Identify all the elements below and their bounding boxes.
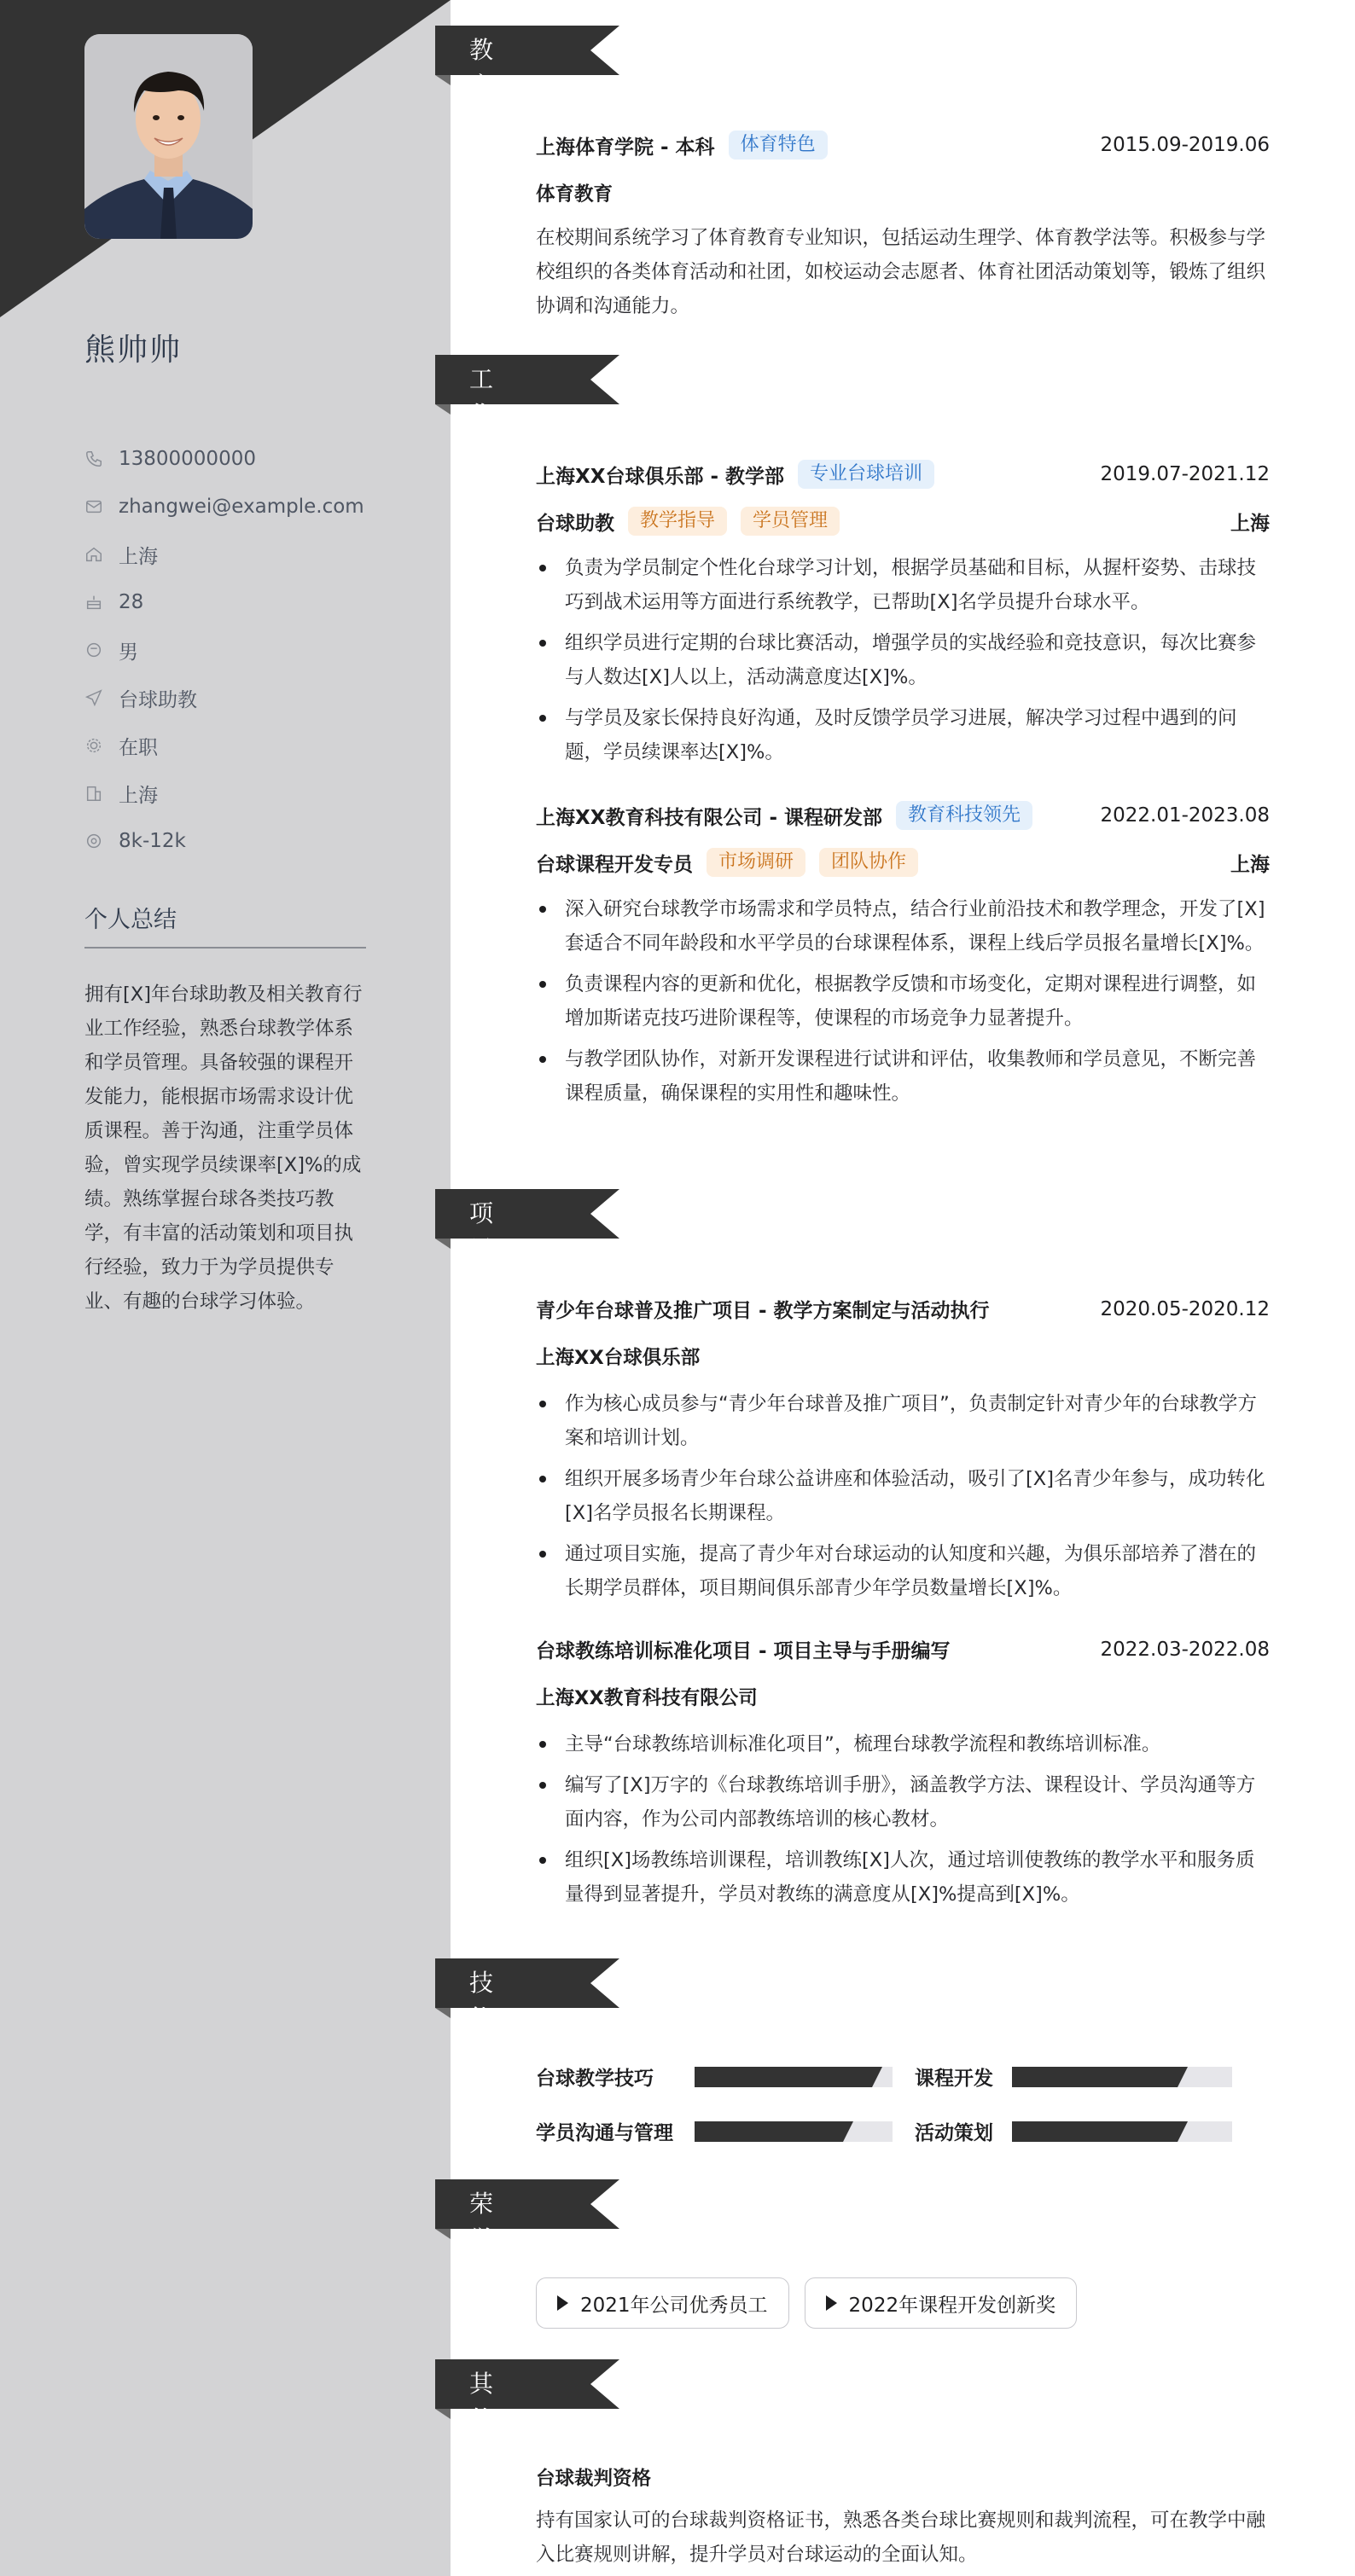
skill-bar-fill [695, 2121, 843, 2142]
list-item: 作为核心成员参与“青少年台球普及推广项目”，负责制定针对青少年的台球教学方案和培训计划。 [536, 1387, 1270, 1455]
work-role: 台球课程开发专员 [536, 853, 693, 876]
award-item [536, 2277, 789, 2329]
profile-name: 熊帅帅 [84, 333, 183, 368]
project-entry-header [536, 1635, 1270, 1663]
list-item: 负责课程内容的更新和优化，根据教学反馈和市场变化，定期对课程进行调整，如增加斯诺克技巧进阶课程等，使课程的市场竞争力显著提升。 [536, 967, 1270, 1036]
info-status [84, 722, 364, 769]
work-role-tag: 学员管理 [741, 507, 840, 536]
coin-icon [84, 832, 103, 850]
skill-bar [695, 2067, 893, 2087]
education-description: 在校期间系统学习了体育教育专业知识，包括运动生理学、体育教学法等。积极参与学校组织的各类体育活动和社团，如校运动会志愿者、体育社团活动策划等，锻炼了组织协调和沟通能力。 [536, 227, 1266, 317]
education-tag: 体育特色 [729, 131, 828, 160]
work-role-tag: 团队协作 [819, 848, 918, 877]
section-title: 教育经历 [469, 36, 496, 171]
work-role-tag: 教学指导 [628, 507, 727, 536]
list-item: 组织学员进行定期的台球比赛活动，增强学员的实战经验和竞技意识，每次比赛参与人数达[X]人以上，活动满意度达[X]%。 [536, 626, 1270, 694]
section-title: 其他信息 [469, 2370, 496, 2505]
project-date: 2020.05-2020.12 [1100, 1297, 1270, 1320]
section-title: 技能专长 [469, 1969, 496, 2104]
info-phone [84, 435, 364, 483]
ribbon-shape [435, 2179, 619, 2239]
list-item: 编写了[X]万字的《台球教练培训手册》，涵盖教学方法、课程设计、学员沟通等方面内容，作为公司内部教练培训的核心教材。 [536, 1768, 1270, 1836]
play-triangle-icon [826, 2295, 837, 2311]
education-school: 上海体育学院 - 本科 [536, 136, 715, 159]
skill-name: 活动策划 [915, 2122, 993, 2144]
list-item: 组织[X]场教练培训课程，培训教练[X]人次，通过培训使教练的教学水平和服务质量得到显著提升，学员对教练的满意度从[X]%提高到[X]%。 [536, 1843, 1270, 1912]
list-item: 与教学团队协作，对新开发课程进行试讲和评估，收集教师和学员意见，不断完善课程质量，确保课程的实用性和趣味性。 [536, 1042, 1270, 1111]
ribbon-shape [435, 355, 619, 415]
home-icon [84, 545, 103, 564]
ribbon-shape [435, 26, 619, 85]
avatar [84, 34, 253, 239]
award-label: 2022年课程开发创新奖 [848, 2294, 1056, 2317]
sidebar [0, 0, 451, 2576]
other-description: 持有国家认可的台球裁判资格证书，熟悉各类台球比赛规则和裁判流程，可在教学中融入比赛规则讲解，提升学员对台球运动的全面认知。 [536, 2509, 1266, 2566]
awards-list [536, 2277, 1092, 2329]
skill-item [915, 2117, 1232, 2145]
education-entry-header [536, 131, 1270, 160]
work-entry-header [536, 460, 1270, 489]
work-role-row [536, 507, 1270, 536]
skill-item [915, 2063, 1232, 2091]
list-item: 与学员及家长保持良好沟通，及时反馈学员学习进展，解决学习过程中遇到的问题，学员续课率达[X]%。 [536, 701, 1270, 769]
info-email [84, 483, 364, 531]
list-item: 通过项目实施，提高了青少年对台球运动的认知度和兴趣，为俱乐部培养了潜在的长期学员群体，项目期间俱乐部青少年学员数量增长[X]%。 [536, 1537, 1270, 1605]
work-entry-header [536, 801, 1270, 830]
work-company: 上海XX教育科技有限公司 - 课程研发部 [536, 806, 883, 829]
work-date: 2019.07-2021.12 [1100, 463, 1270, 485]
work-city: 上海 [1230, 853, 1270, 876]
project-entry-header [536, 1295, 1270, 1323]
summary-text: 拥有[X]年台球助教及相关教育行业工作经验，熟悉台球教学体系和学员管理。具备较强的课程开发能力，能根据市场需求设计优质课程。善于沟通，注重学员体验，曾实现学员续课率[X]%的成绩。熟练掌握台球各类技巧教学，有丰富的活动策划和项目执行经验，致力于为学员提供专业、有趣的台球学习体验。 [84, 983, 363, 1313]
work-bullets [536, 892, 1270, 1117]
info-location-text: 上海 [119, 545, 158, 568]
phone-icon [84, 450, 103, 468]
award-label: 2021年公司优秀员工 [580, 2294, 768, 2317]
info-age [84, 578, 364, 626]
project-date: 2022.03-2022.08 [1100, 1638, 1270, 1661]
skill-bar-fill [1012, 2067, 1178, 2087]
ribbon-shape [435, 2359, 619, 2419]
gender-icon [84, 641, 103, 659]
project-title: 台球教练培训标准化项目 - 项目主导与手册编写 [536, 1640, 951, 1662]
skill-bar [1012, 2067, 1232, 2087]
work-tag: 专业台球培训 [798, 460, 934, 489]
education-major: 体育教育 [536, 183, 614, 206]
info-status-text: 在职 [119, 736, 158, 759]
list-item: 组织开展多场青少年台球公益讲座和体验活动，吸引了[X]名青少年参与，成功转化[X]名学员报名长期课程。 [536, 1462, 1270, 1530]
list-item: 深入研究台球教学市场需求和学员特点，结合行业前沿技术和教学理念，开发了[X]套适合不同年龄段和水平学员的台球课程体系，课程上线后学员报名量增长[X]%。 [536, 892, 1270, 960]
section-title: 工作经历 [469, 365, 496, 501]
work-tag: 教育科技领先 [896, 801, 1032, 830]
work-role-tag: 市场调研 [707, 848, 805, 877]
skill-name: 学员沟通与管理 [536, 2122, 673, 2144]
play-triangle-icon [557, 2295, 568, 2311]
other-title: 台球裁判资格 [536, 2468, 652, 2490]
info-city [84, 769, 364, 817]
send-icon [84, 688, 103, 707]
section-title: 荣誉奖项 [469, 2190, 496, 2325]
skill-bar [1012, 2121, 1232, 2142]
info-city-text: 上海 [119, 784, 158, 807]
work-company: 上海XX台球俱乐部 - 教学部 [536, 465, 785, 488]
skill-bar-fill [1012, 2121, 1178, 2142]
summary-title: 个人总结 [84, 907, 177, 933]
info-job [84, 674, 364, 722]
project-org: 上海XX教育科技有限公司 [536, 1687, 758, 1709]
summary-divider [84, 947, 366, 949]
project-bullets [536, 1387, 1270, 1612]
gear-icon [84, 736, 103, 755]
skill-name: 课程开发 [915, 2068, 993, 2090]
work-city: 上海 [1230, 512, 1270, 535]
award-item [805, 2277, 1078, 2329]
info-age-text: 28 [119, 591, 144, 613]
building-icon [84, 784, 103, 803]
section-title: 项目经历 [469, 1199, 496, 1335]
ribbon-shape [435, 1189, 619, 1249]
skill-bar [695, 2121, 893, 2142]
work-role: 台球助教 [536, 512, 614, 535]
mail-icon [84, 497, 103, 516]
list-item: 主导“台球教练培训标准化项目”，梳理台球教学流程和教练培训标准。 [536, 1727, 1270, 1761]
info-gender-text: 男 [119, 641, 138, 664]
info-job-text: 台球助教 [119, 688, 197, 711]
work-bullets [536, 551, 1270, 776]
cake-icon [84, 593, 103, 612]
list-item: 负责为学员制定个性化台球学习计划，根据学员基础和目标，从握杆姿势、击球技巧到战术运用等方面进行系统教学，已帮助[X]名学员提升台球水平。 [536, 551, 1270, 619]
ribbon-shape [435, 1958, 619, 2018]
skill-item [536, 2063, 893, 2091]
info-phone-text: 13800000000 [119, 448, 256, 470]
info-salary-text: 8k-12k [119, 830, 186, 852]
skill-item [536, 2117, 893, 2145]
work-role-row [536, 848, 1270, 877]
project-org: 上海XX台球俱乐部 [536, 1347, 701, 1369]
info-gender [84, 626, 364, 674]
project-title: 青少年台球普及推广项目 - 教学方案制定与活动执行 [536, 1300, 990, 1322]
skill-name: 台球教学技巧 [536, 2068, 654, 2090]
info-salary [84, 817, 364, 865]
skill-bar-fill [695, 2067, 872, 2087]
contact-info-list [84, 435, 364, 865]
info-email-text: zhangwei@example.com [119, 496, 364, 518]
info-location [84, 531, 364, 578]
project-bullets [536, 1727, 1270, 1918]
education-date: 2015.09-2019.06 [1100, 134, 1270, 156]
work-date: 2022.01-2023.08 [1100, 804, 1270, 827]
